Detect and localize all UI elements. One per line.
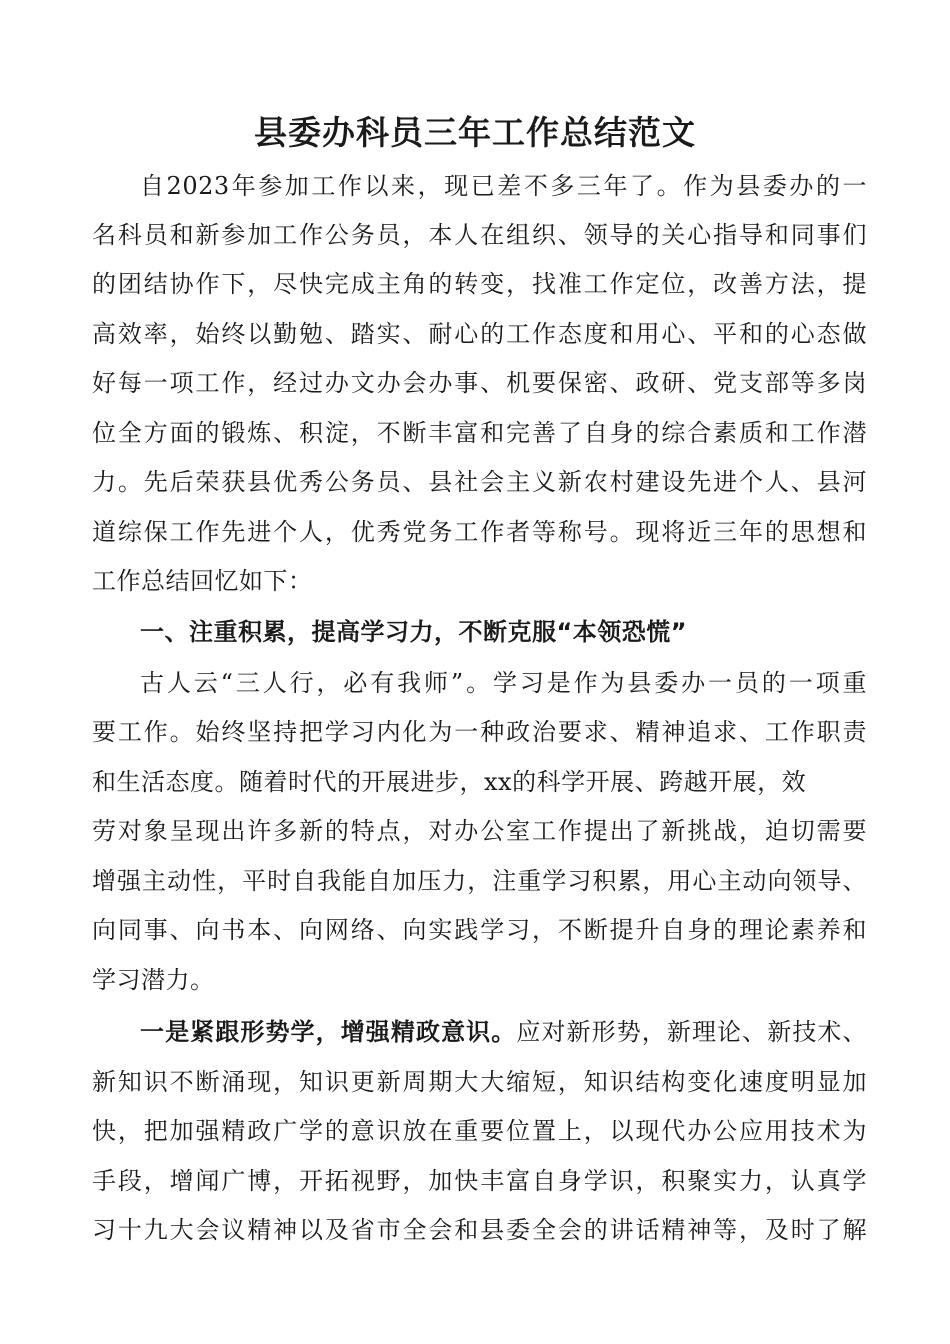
- section1-line: 劳对象呈现出许多新的特点，对办公室工作提出了新挑战，迫切需要: [92, 817, 867, 845]
- section1-line: 向同事、向书本、向网络、向实践学习，不断提升自身的理论素养和: [92, 916, 867, 944]
- section1-line: 学习潜力。: [92, 966, 215, 994]
- intro-line: 的团结协作下，尽快完成主角的转变，找准工作定位，改善方法，提: [92, 270, 867, 298]
- point1-line: 新知识不断涌现，知识更新周期大大缩短，知识结构变化速度明显加: [92, 1068, 867, 1096]
- intro-line: 工作总结回忆如下：: [92, 567, 313, 595]
- intro-line: 自2023年参加工作以来，现已差不多三年了。作为县委办的一: [140, 172, 867, 200]
- point1-first-line: [92, 1008, 867, 1057]
- intro-line: 名科员和新参加工作公务员，本人在组织、领导的关心指导和同事们: [92, 221, 867, 249]
- intro-line: 高效率，始终以勤勉、踏实、耐心的工作态度和用心、平和的心态做: [92, 320, 867, 348]
- section1-line: 和生活态度。随着时代的开展进步，xx的科学开展、跨越开展，效: [92, 768, 807, 796]
- section1-line: 增强主动性，平时自我能自加压力，注重学习积累，用心主动向领导、: [92, 867, 867, 895]
- point1-first-rest: 应对新形势，新理论、新技术、: [516, 1018, 867, 1046]
- intro-line: 道综保工作先进个人，优秀党务工作者等称号。现将近三年的思想和: [92, 518, 867, 546]
- document-title: 县委办科员三年工作总结范文: [254, 113, 696, 152]
- section1-line: 古人云“三人行，必有我师”。学习是作为县委办一员的一项重: [140, 669, 867, 697]
- intro-line: 位全方面的锻炼、积淀，不断丰富和完善了自身的综合素质和工作潜: [92, 419, 867, 447]
- point1-line: 快，把加强精政广学的意识放在重要位置上，以现代办公应用技术为: [92, 1117, 867, 1145]
- point1-lead: 一是紧跟形势学，增强精政意识。: [140, 1018, 517, 1046]
- section1-line: 要工作。始终坚持把学习内化为一种政治要求、精神追求、工作职责: [92, 718, 867, 746]
- intro-line: 力。先后荣获县优秀公务员、县社会主义新农村建设先进个人、县河: [92, 468, 867, 496]
- intro-line: 好每一项工作，经过办文办会办事、机要保密、政研、党支部等多岗: [92, 369, 867, 397]
- section-heading: 一、注重积累，提高学习力，不断克服“本领恐慌”: [140, 618, 688, 646]
- point1-line: 习十九大会议精神以及省市全会和县委全会的讲话精神等，及时了解: [92, 1216, 867, 1244]
- point1-line: 手段，增闻广博，开拓视野，加快丰富自身学识，积聚实力，认真学: [92, 1167, 867, 1195]
